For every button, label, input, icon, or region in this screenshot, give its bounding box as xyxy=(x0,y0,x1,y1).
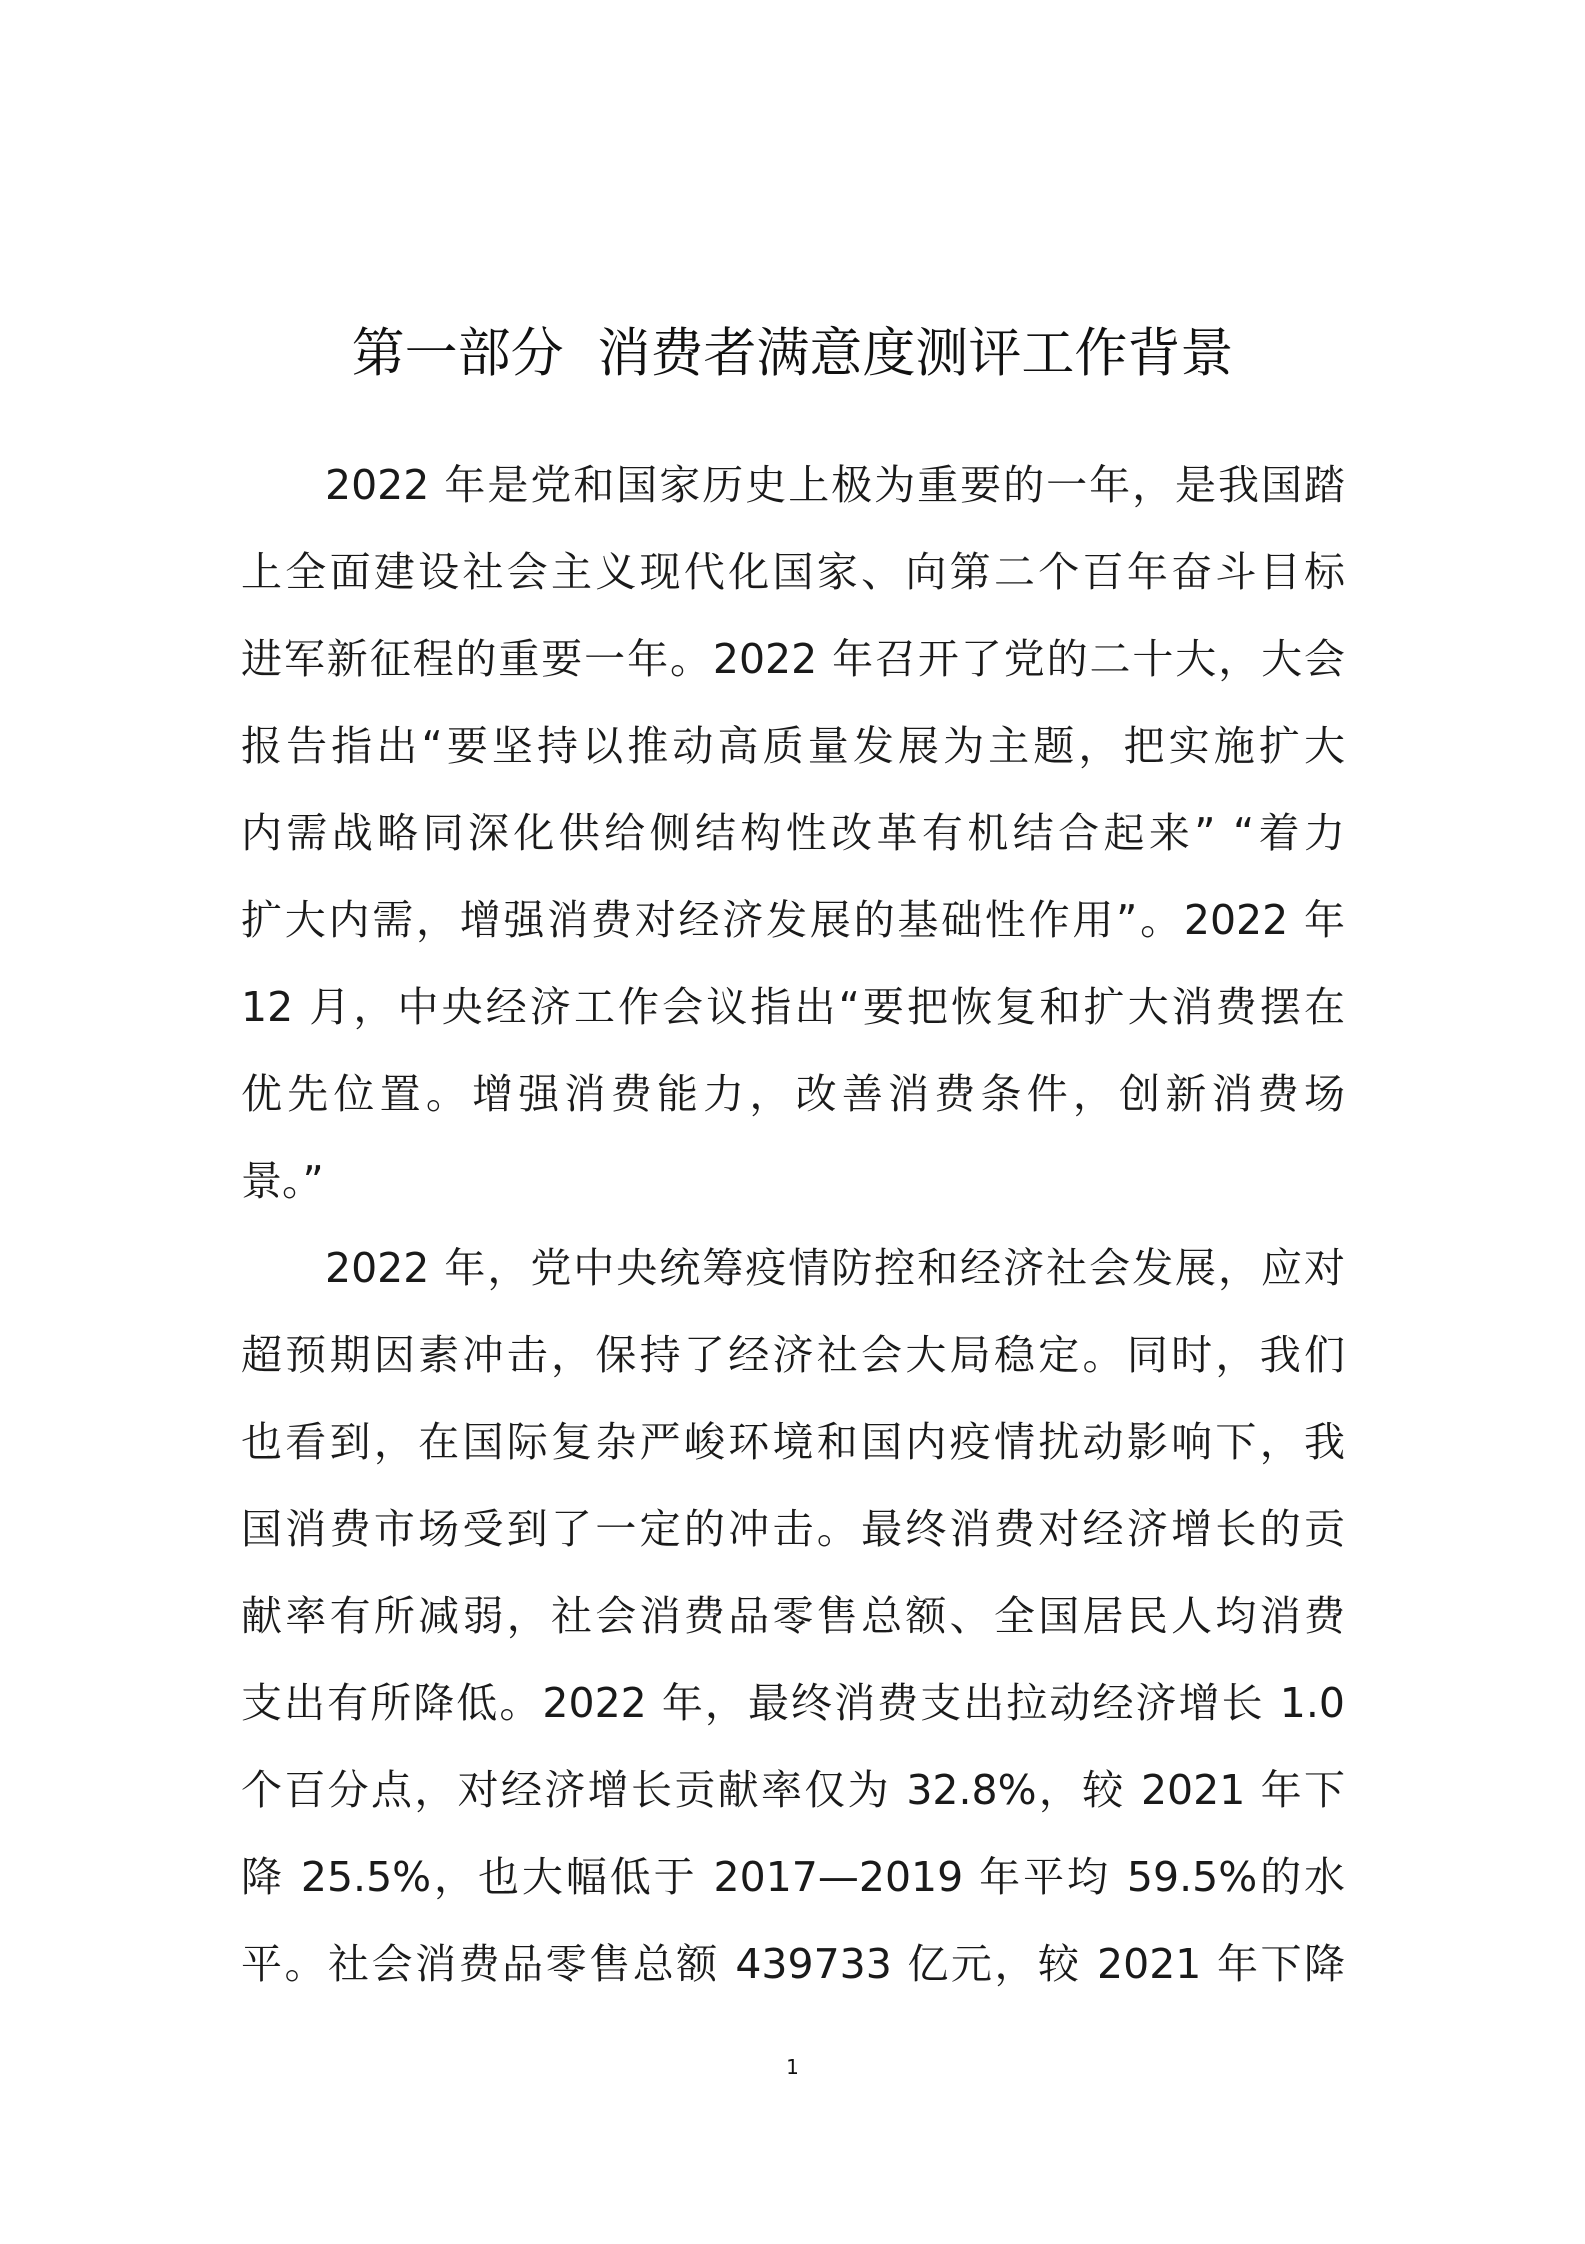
paragraph-1-line-7: 12 月，中央经济工作会议指出“要把恢复和扩大消费摆在 xyxy=(241,983,1345,1031)
paragraph-2-line-1: 2022 年，党中央统筹疫情防控和经济社会发展，应对 xyxy=(325,1244,1345,1292)
paragraph-2-line-9: 平。社会消费品零售总额 439733 亿元，较 2021 年下降 xyxy=(241,1940,1345,1988)
body-text xyxy=(241,447,1345,2013)
paragraph-1-line-3: 进军新征程的重要一年。2022 年召开了党的二十大，大会 xyxy=(241,635,1345,683)
paragraph-1-line-8: 优先位置。增强消费能力，改善消费条件，创新消费场 xyxy=(241,1070,1345,1118)
paragraph-1-line-2: 上全面建设社会主义现代化国家、向第二个百年奋斗目标 xyxy=(241,548,1345,596)
section-title: 第一部分 消费者满意度测评工作背景 xyxy=(351,323,1234,384)
paragraph-2-line-8: 降 25.5%，也大幅低于 2017—2019 年平均 59.5%的水 xyxy=(241,1853,1345,1901)
paragraph-1-line-9: 景。” xyxy=(241,1157,324,1205)
paragraph-1-line-6: 扩大内需，增强消费对经济发展的基础性作用”。2022 年 xyxy=(241,896,1345,944)
page-number: 1 xyxy=(786,2055,799,2079)
paragraph-2-line-6: 支出有所降低。2022 年，最终消费支出拉动经济增长 1.0 xyxy=(241,1679,1345,1727)
paragraph-1-line-5: 内需战略同深化供给侧结构性改革有机结合起来” “着力 xyxy=(241,809,1345,857)
paragraph-2-line-3: 也看到，在国际复杂严峻环境和国内疫情扰动影响下，我 xyxy=(241,1418,1345,1466)
paragraph-2-line-4: 国消费市场受到了一定的冲击。最终消费对经济增长的贡 xyxy=(241,1505,1345,1553)
paragraph-2-line-7: 个百分点，对经济增长贡献率仅为 32.8%，较 2021 年下 xyxy=(241,1766,1345,1814)
paragraph-1-line-4: 报告指出“要坚持以推动高质量发展为主题，把实施扩大 xyxy=(241,722,1345,770)
paragraph-1-line-1: 2022 年是党和国家历史上极为重要的一年，是我国踏 xyxy=(325,461,1345,509)
paragraph-2-line-2: 超预期因素冲击，保持了经济社会大局稳定。同时，我们 xyxy=(241,1331,1345,1379)
paragraph-2-line-5: 献率有所减弱，社会消费品零售总额、全国居民人均消费 xyxy=(241,1592,1345,1640)
